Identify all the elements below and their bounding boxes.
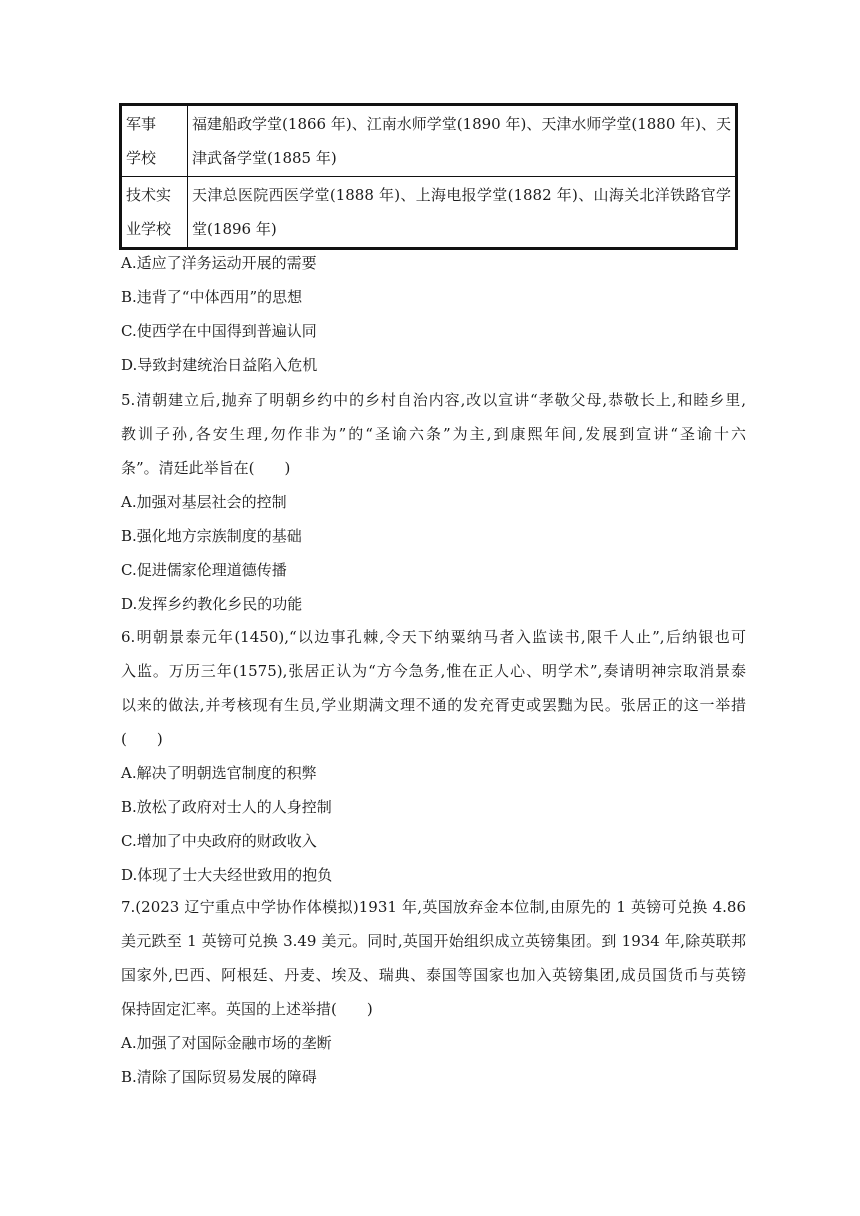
question-stem-line: ( ) <box>121 730 163 748</box>
option-c: C.促进儒家伦理道德传播 <box>121 561 287 579</box>
question-stem-line: 7.(2023 辽宁重点中学协作体模拟)1931 年,英国放弃金本位制,由原先的 1 英镑可兑换 4.86 <box>121 898 746 916</box>
question-4-options <box>121 246 746 382</box>
table-row <box>121 105 737 177</box>
option-d: D.导致封建统治日益陷入危机 <box>121 356 318 374</box>
option-d: D.体现了士大夫经世致用的抱负 <box>121 866 333 884</box>
table-row <box>121 177 737 249</box>
option-a: A.适应了洋务运动开展的需要 <box>121 254 317 272</box>
option-b: B.放松了政府对士人的人身控制 <box>121 798 332 816</box>
table-content-cell <box>188 105 737 177</box>
option-a: A.解决了明朝选官制度的积弊 <box>121 764 317 782</box>
category-text: 学校 <box>126 149 157 167</box>
table-content-cell <box>188 177 737 249</box>
option-b: B.强化地方宗族制度的基础 <box>121 527 302 545</box>
content-text: 天津总医院西医学堂(1888 年)、上海电报学堂(1882 年)、山海关北洋铁路官学 <box>192 186 731 204</box>
option-a: A.加强对基层社会的控制 <box>121 493 287 511</box>
category-text: 业学校 <box>126 220 172 238</box>
content-text: 福建船政学堂(1866 年)、江南水师学堂(1890 年)、天津水师学堂(1880 年)、天 <box>192 115 731 133</box>
question-7 <box>121 890 746 1094</box>
option-a: A.加强了对国际金融市场的垄断 <box>121 1034 332 1052</box>
question-stem-line: 5.清朝建立后,抛弃了明朝乡约中的乡村自治内容,改以宣讲“孝敬父母,恭敬长上,和睦乡里, <box>121 391 746 409</box>
content-text: 堂(1896 年) <box>192 220 277 238</box>
question-stem-line: 6.明朝景泰元年(1450),“以边事孔棘,令天下纳粟纳马者入监读书,限千人止”,后纳银也可 <box>121 628 746 646</box>
option-d: D.发挥乡约教化乡民的功能 <box>121 595 303 613</box>
option-c: C.增加了中央政府的财政收入 <box>121 832 317 850</box>
question-stem-line: 保持固定汇率。英国的上述举措( ) <box>121 1000 373 1018</box>
option-b: B.清除了国际贸易发展的障碍 <box>121 1068 317 1086</box>
content-text: 津武备学堂(1885 年) <box>192 149 337 167</box>
question-6 <box>121 620 746 892</box>
category-text: 军事 <box>126 115 157 133</box>
question-5 <box>121 383 746 621</box>
table-category-cell <box>121 105 188 177</box>
category-text: 技术实 <box>126 186 172 204</box>
question-stem-line: 美元跌至 1 英镑可兑换 3.49 美元。同时,英国开始组织成立英镑集团。到 1934 年,除英联邦 <box>121 932 746 950</box>
option-c: C.使西学在中国得到普遍认同 <box>121 322 317 340</box>
table-category-cell <box>121 177 188 249</box>
question-stem-line: 入监。万历三年(1575),张居正认为“方今急务,惟在正人心、明学术”,奏请明神宗取消景泰 <box>121 662 746 680</box>
option-b: B.违背了“中体西用”的思想 <box>121 288 303 306</box>
question-stem-line: 条”。清廷此举旨在( ) <box>121 459 291 477</box>
question-stem-line: 国家外,巴西、阿根廷、丹麦、埃及、瑞典、泰国等国家也加入英镑集团,成员国货币与英镑 <box>121 966 746 984</box>
question-stem-line: 教训子孙,各安生理,勿作非为”的“圣谕六条”为主,到康熙年间,发展到宣讲“圣谕十六 <box>121 425 746 443</box>
school-table <box>119 103 738 250</box>
question-stem-line: 以来的做法,并考核现有生员,学业期满文理不通的发充胥吏或罢黜为民。张居正的这一举措 <box>121 696 746 714</box>
